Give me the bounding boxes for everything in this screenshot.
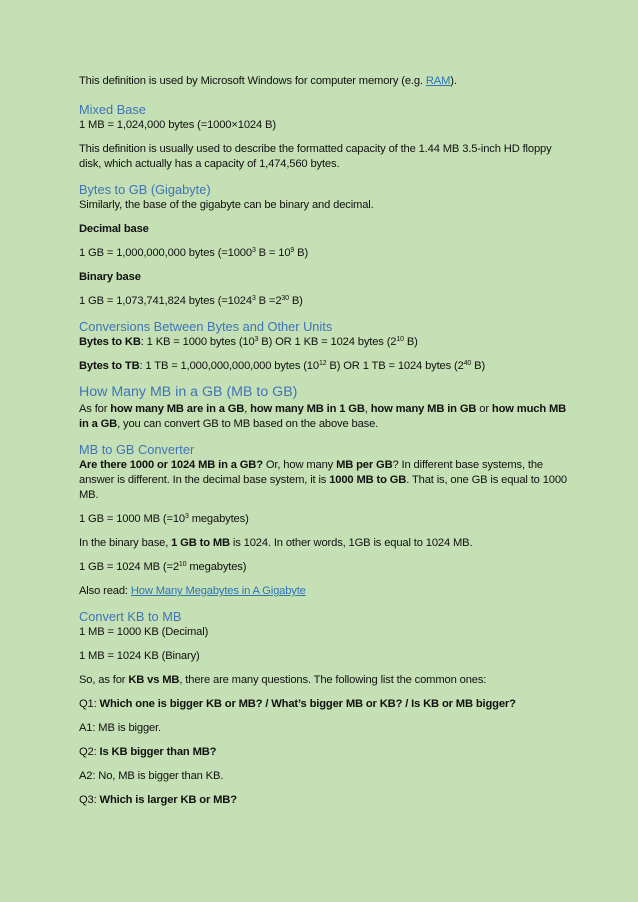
label-binary-base: Binary base [79,271,141,283]
formula-kb-binary: 1 MB = 1024 KB (Binary) [79,650,200,662]
document-body [79,74,569,808]
label-decimal-base: Decimal base [79,223,149,235]
heading-bytes-to-gb: Bytes to GB (Gigabyte) [79,182,211,197]
heading-convert-kb-to-mb: Convert KB to MB [79,609,182,624]
paragraph-1000-or-1024: Are there 1000 or 1024 MB in a GB? Or, how many MB per GB? In different base systems, the answer is different. In the decimal base system, it is 1000 MB to GB. That is, one GB is equal to 1000 MB. [79,459,567,501]
formula-kb-decimal: 1 MB = 1000 KB (Decimal) [79,626,209,638]
ram-link[interactable]: RAM [425,75,451,87]
paragraph-kb-vs-mb: So, as for KB vs MB, there are many questions. The following list the common ones: [79,674,487,686]
megabytes-in-gigabyte-link[interactable]: How Many Megabytes in A Gigabyte [130,585,306,597]
heading-how-many-mb-in-gb: How Many MB in a GB (MB to GB) [79,384,298,400]
paragraph-binary-gb-mb: In the binary base, 1 GB to MB is 1024. In other words, 1GB is equal to 1024 MB. [79,537,473,549]
paragraph-windows-definition: This definition is used by Microsoft Windows for computer memory (e.g. RAM). [79,75,457,87]
heading-mixed-base: Mixed Base [79,102,146,117]
formula-binary-gb-mb: 1 GB = 1024 MB ($=2^{10}$ megabytes) [79,561,247,573]
formula-mixed-mb: 1 MB = 1,024,000 bytes (=1000×1024 B) [79,119,276,131]
question-2: Q2: Is KB bigger than MB? [79,746,217,758]
paragraph-floppy: This definition is usually used to describe the formatted capacity of the 1.44 MB 3.5-inch HD floppy disk, which actually has a capacity of 1,474,560 bytes. [79,143,552,170]
formula-bytes-to-kb: Bytes to KB: 1 KB = 1000 bytes ($10^3$ B) OR 1 KB = 1024 bytes ($2^{10}$ B) [79,336,418,348]
heading-mb-to-gb-converter: MB to GB Converter [79,442,195,457]
question-1: Q1: Which one is bigger KB or MB? / What’s bigger MB or KB? / Is KB or MB bigger? [79,698,516,710]
heading-conversions: Conversions Between Bytes and Other Units [79,319,333,334]
paragraph-how-many: As for how many MB are in a GB, how many MB in 1 GB, how many MB in GB or how much MB in a GB, you can convert GB to MB based on the above base. [79,403,567,430]
formula-decimal-gb: 1 GB = 1,000,000,000 bytes ($=1000^3$ $B = 10^9$ B) [79,247,309,259]
formula-binary-gb: 1 GB = 1,073,741,824 bytes ($=1024^3$ $B =2^{30}$ B) [79,295,303,307]
question-3: Q3: Which is larger KB or MB? [79,794,237,806]
also-read: Also read: How Many Megabytes in A Gigabyte [79,585,306,597]
paragraph-gigabyte-base: Similarly, the base of the gigabyte can be binary and decimal. [79,199,374,211]
formula-bytes-to-tb: Bytes to TB: 1 TB = 1,000,000,000,000 bytes ($10^{12}$ B) OR 1 TB = 1024 bytes ($2^{40}$ B) [79,360,486,372]
answer-2: A2: No, MB is bigger than KB. [79,770,224,782]
formula-decimal-gb-mb: 1 GB = 1000 MB ($=10^3$ megabytes) [79,513,249,525]
answer-1: A1: MB is bigger. [79,722,162,734]
